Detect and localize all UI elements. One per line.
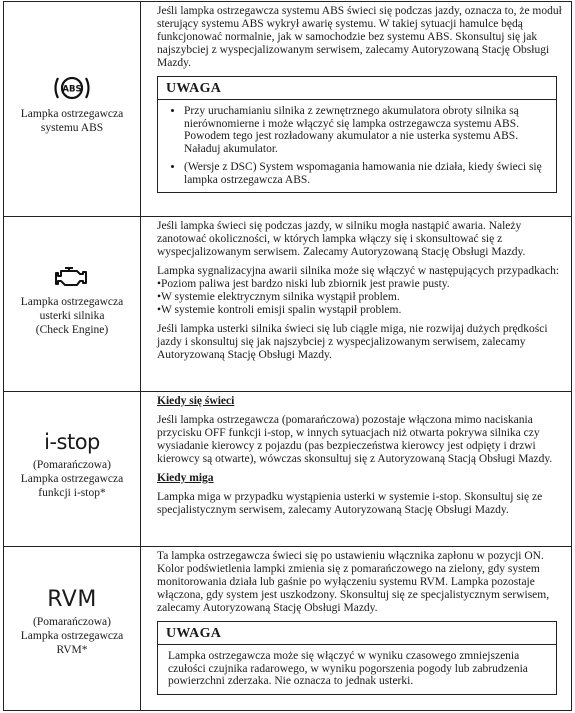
engine-description-cell	[141, 217, 572, 392]
istop-icon-cell	[4, 392, 141, 547]
abs-caption-line1: Lampka ostrzegawcza	[20, 108, 124, 120]
engine-caption-line3: (Check Engine)	[35, 324, 109, 336]
istop-description-blink: Lampka miga w przypadku wystąpienia usterki w systemie i-stop. Skonsultuj się ze specjalistycznym serwisem, zalecamy Autoryzowaną Stację Obsługi Mazdy.	[157, 491, 543, 516]
rvm-caption-line3: RVM*	[56, 643, 88, 656]
abs-description: Jeśli lampka ostrzegawcza systemu ABS świeci się podczas jazdy, oznacza to, że moduł sterujący systemu ABS wykrył awarię systemu. W takiej sytuacji hamulce będą funkcjonować normalnie, jak w samochodzie bez systemu ABS. Skonsultuj się jak najszybciej z wyspecjalizowanym serwisem, zalecamy Autoryzowaną Stację Obsługi Mazdy.	[157, 5, 562, 69]
rvm-icon-cell	[4, 547, 141, 711]
istop-heading-blink: Kiedy miga	[157, 472, 214, 484]
engine-caption-line2: usterki silnika	[39, 310, 105, 322]
istop-heading-on: Kiedy się świeci	[157, 395, 235, 407]
table-row	[4, 2, 572, 217]
rvm-caption-line1: (Pomarańczowa)	[33, 615, 111, 628]
abs-description-cell	[141, 2, 572, 217]
abs-notice-title: UWAGA	[158, 77, 556, 100]
rvm-description-cell	[141, 547, 572, 711]
svg-text:ABS: ABS	[62, 84, 82, 95]
engine-cases-intro: Lampka sygnalizacyjna awarii silnika może się włączyć w następujących przypadkach:	[157, 265, 560, 277]
istop-caption-line2: Lampka ostrzegawcza	[20, 473, 124, 485]
rvm-indicator-icon: RVM	[47, 586, 97, 612]
engine-case-item: •Poziom paliwa jest bardzo niski lub zbiornik jest prawie pusty.	[157, 278, 450, 290]
abs-caption-line2: systemu ABS	[40, 122, 104, 134]
rvm-notice-text: Lampka ostrzegawcza może się włączyć w wyniku czasowego zmniejszenia czułości czujnika radarowego, w wyniku pogorszenia pogody lub zabrudzenia powierzchni zderzaka. Nie oznacza to jednak usterki.	[168, 650, 528, 687]
rvm-notice-title: UWAGA	[158, 622, 556, 645]
engine-caption-line1: Lampka ostrzegawcza	[20, 296, 124, 308]
istop-indicator-icon: i-stop	[44, 430, 100, 454]
istop-caption-line3: funkcji i-stop*	[38, 487, 106, 499]
table-row	[4, 547, 572, 711]
engine-case-item: •W systemie elektrycznym silnika wystąpił problem.	[157, 291, 400, 303]
istop-description-cell	[141, 392, 572, 547]
abs-notice-box	[157, 76, 557, 193]
abs-notice-item: • Przy uruchamianiu silnika z zewnętrznego akumulatora obroty silnika są nierównomierne i może włączyć się lampka ostrzegawcza systemu ABS. Powodem tego jest rozładowany akumulator a nie usterka systemu ABS. Naładuj akumulator.	[184, 105, 548, 155]
table-row	[4, 217, 572, 392]
engine-advice: Jeśli lampka usterki silnika świeci się lub ciągle miga, nie rozwijaj dużych prędkości jazdy i skonsultuj się jak najszybciej z wyspecjalizowanym serwisem, zalecamy Autoryzowaną Stację Obsługi Mazdy.	[157, 323, 548, 361]
engine-case-item: •W systemie kontroli emisji spalin wystąpił problem.	[157, 304, 402, 316]
istop-caption-line1: (Pomarańczowa)	[33, 459, 111, 471]
rvm-description: Ta lampka ostrzegawcza świeci się po ustawieniu włącznika zapłonu w pozycji ON. Kolor podświetlenia lampki zmienia się z pomarańczowego na zielony, gdy system monitorowania działa lub gaśnie po wyłączeniu systemu RVM. Lampka pozostaje włączona, gdy system jest uszkodzony. Skonsultuj się ze specjalistycznym serwisem, zalecamy Autoryzowaną Stację Obsługi Mazdy.	[157, 550, 550, 614]
rvm-notice-box	[157, 621, 557, 695]
abs-notice-item: • (Wersje z DSC) System wspomagania hamowania nie działa, kiedy świeci się lampka ostrzegawcza ABS.	[184, 161, 548, 186]
engine-icon-cell	[4, 217, 141, 392]
abs-warning-icon	[52, 75, 92, 101]
istop-description-on: Jeśli lampka ostrzegawcza (pomarańczowa) pozostaje włączona mimo naciskania przycisku OFF funkcji i-stop, w innych sytuacjach niż otwarta pokrywa silnika czy wysiadanie kierowcy z pojazdu (pas bezpieczeństwa kierowcy jest odpięty i drzwi kierowcy są otwarte), wówczas skonsultuj się z Autoryzowaną Stacją Obsługi Mazdy.	[157, 414, 553, 465]
check-engine-icon	[55, 265, 89, 289]
abs-icon-cell	[4, 2, 141, 217]
warning-lights-table	[3, 1, 572, 711]
engine-description: Jeśli lampka świeci się podczas jazdy, w silniku mogła nastąpić awaria. Należy zanotować okoliczności, w których lampka włączy się i skonsultować się z wyspecjalizowanym serwisem. Zalecamy Autoryzowaną Stację Obsługi Mazdy.	[157, 220, 526, 258]
table-row	[4, 392, 572, 547]
rvm-caption-line2: Lampka ostrzegawcza	[20, 629, 124, 642]
